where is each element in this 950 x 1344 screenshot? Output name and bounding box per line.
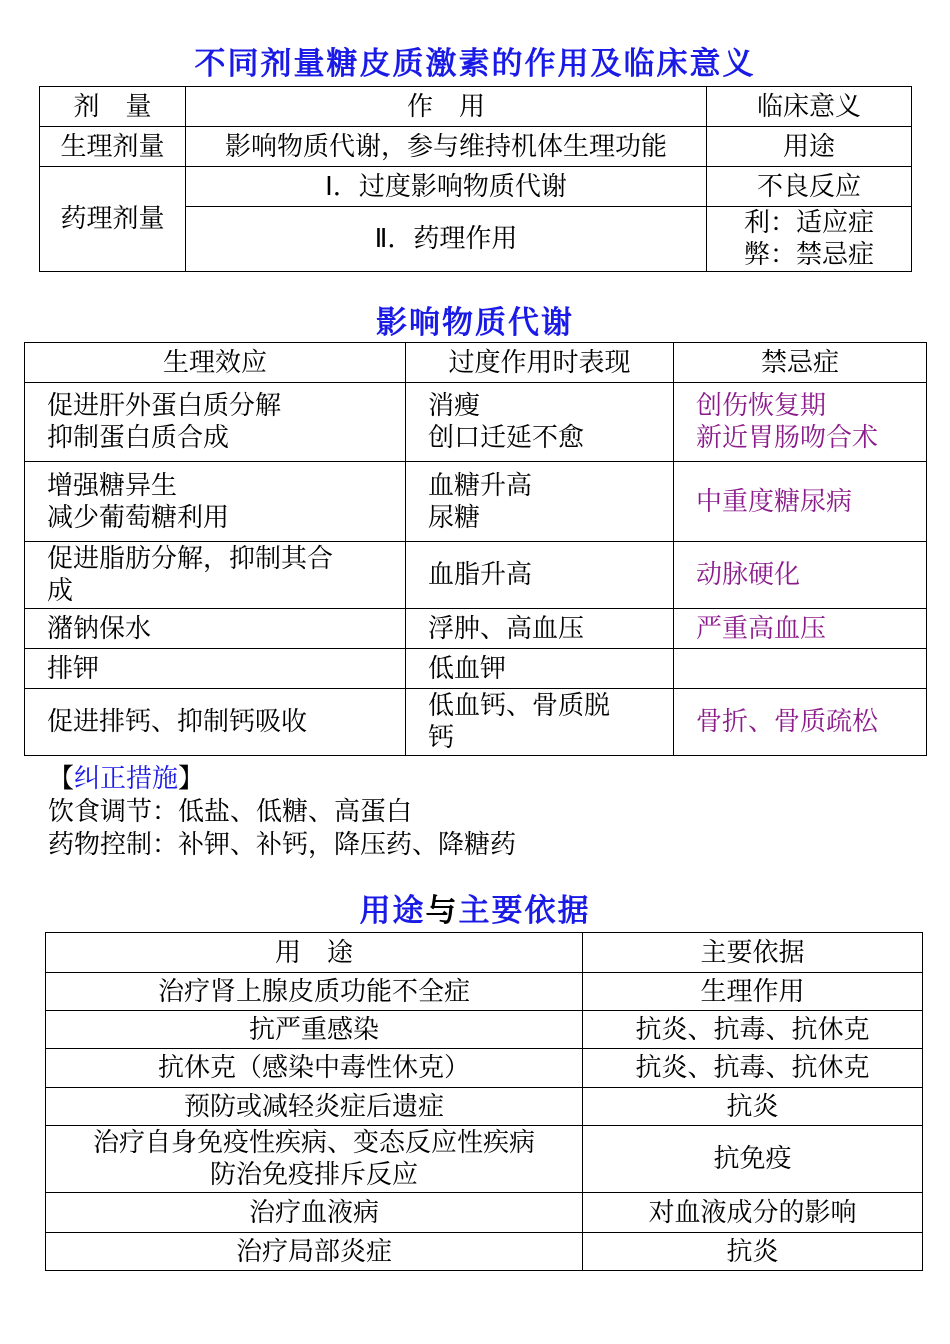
header-effect: 作 用 [186,87,707,127]
effect-physiological: 影响物质代谢，参与维持机体生理功能 [186,127,707,167]
page-title: 不同剂量糖皮质激素的作用及临床意义 [194,46,756,82]
excess-cell: 血脂升高 [406,542,674,609]
excess-cell: 低血钾 [406,649,674,689]
header-meaning: 临床意义 [707,87,912,127]
section-title-uses: 用途与主要依据 [359,893,591,929]
basis-cell: 抗炎 [583,1088,923,1126]
use-cell: 抗严重感染 [46,1011,583,1049]
basis-cell: 抗炎、抗毒、抗休克 [583,1049,923,1088]
meaning-benefit: 利：适应症 [743,208,874,238]
use-cell: 预防或减轻炎症后遗症 [46,1088,583,1126]
header-contra: 禁忌症 [674,343,927,383]
effect-metabolism: Ⅰ．过度影响物质代谢 [186,167,707,207]
meaning-physiological: 用途 [707,127,912,167]
effect-cell: 促进肝外蛋白质分解 抑制蛋白质合成 [25,383,406,462]
basis-cell: 抗炎、抗毒、抗休克 [583,1011,923,1049]
dose-pharmacological: 药理剂量 [40,167,186,272]
correction-measures [48,763,516,862]
section-title-metabolism: 影响物质代谢 [376,305,574,341]
header-dose: 剂 量 [40,87,186,127]
use-cell: 治疗肾上腺皮质功能不全症 [46,973,583,1011]
effect-cell: 促进排钙、抑制钙吸收 [25,689,406,756]
effect-cell: 促进脂肪分解，抑制其合 成 [25,542,406,609]
basis-cell: 生理作用 [583,973,923,1011]
use-cell: 治疗自身免疫性疾病、变态反应性疾病 防治免疫排斥反应 [46,1126,583,1193]
header-excess: 过度作用时表现 [406,343,674,383]
use-cell: 治疗局部炎症 [46,1233,583,1271]
dose-table [39,86,912,272]
contra-cell: 动脉硬化 [674,542,927,609]
contra-cell: 严重高血压 [674,609,927,649]
meaning-adverse: 不良反应 [707,167,912,207]
effect-cell: 潴钠保水 [25,609,406,649]
contra-cell: 骨折、骨质疏松 [674,689,927,756]
basis-cell: 抗免疫 [583,1126,923,1193]
notes-heading: 【纠正措施】 [48,764,205,794]
use-cell: 治疗血液病 [46,1193,583,1233]
excess-cell: 低血钙、骨质脱 钙 [406,689,674,756]
effect-pharmacological: Ⅱ．药理作用 [186,207,707,272]
meaning-harm: 弊：禁忌症 [743,240,874,270]
basis-cell: 对血液成分的影响 [583,1193,923,1233]
contra-cell: 创伤恢复期 新近胃肠吻合术 [674,383,927,462]
dose-physiological: 生理剂量 [40,127,186,167]
meaning-indications [707,207,912,272]
header-physio-effect: 生理效应 [25,343,406,383]
uses-table [45,932,923,1271]
header-use: 用 途 [46,933,583,973]
effect-cell: 增强糖异生 减少葡萄糖利用 [25,462,406,542]
contra-cell: 中重度糖尿病 [674,462,927,542]
effect-cell: 排钾 [25,649,406,689]
excess-cell: 消瘦 创口迁延不愈 [406,383,674,462]
metabolism-table [24,342,927,756]
contra-cell [674,649,927,689]
header-basis: 主要依据 [583,933,923,973]
excess-cell: 浮肿、高血压 [406,609,674,649]
notes-diet: 饮食调节：低盐、低糖、高蛋白 [48,797,413,827]
excess-cell: 血糖升高 尿糖 [406,462,674,542]
use-cell: 抗休克（感染中毒性休克） [46,1049,583,1088]
notes-drugs: 药物控制：补钾、补钙，降压药、降糖药 [48,830,517,860]
basis-cell: 抗炎 [583,1233,923,1271]
